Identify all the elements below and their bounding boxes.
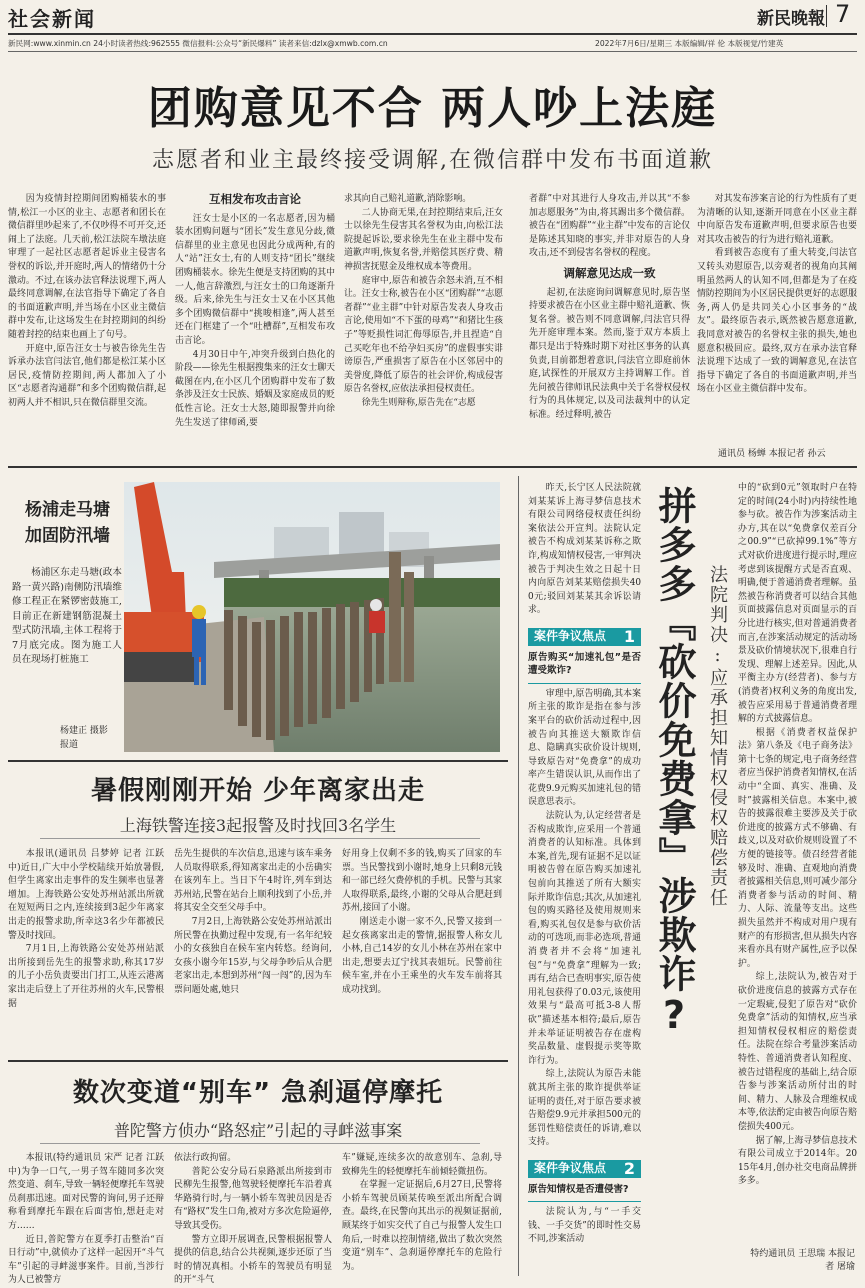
section-heading: 互相发布攻击言论 [209, 192, 301, 206]
story2-headline: 暑假刚刚开始 少年离家出走 [90, 776, 426, 806]
construction-photo [124, 482, 500, 752]
section-heading: 调解意见达成一致 [563, 265, 656, 280]
main-subhead: 志愿者和业主最终接受调解,在微信群中发布书面道歉 [152, 148, 713, 173]
story3-headline: 数次变道“别车” 急刹逼停摩托 [72, 1078, 444, 1108]
photo-title: 杨浦走马塘 加固防汛墙 [25, 500, 110, 546]
masthead-info-left: 新民网:www.xinmin.cn 24小时读者热线:962555 微信报料:公众号“新民爆料” 读者来信:dzlx@xmwb.com.cn [8, 39, 388, 48]
focus-tag-2: 案件争议焦点 2 [528, 1160, 641, 1178]
photographer: 杨建正 摄影报道 [60, 726, 108, 750]
paper-logo: 新民晚報 [757, 9, 825, 29]
story4-col-1: 昨天,长宁区人民法院就刘某某诉上海寻梦信息技术有限公司网络侵权责任纠纷案依法公开宣判。法院认定被告不构成刘某某诉称之欺诈,构成知情权侵害,一审判决被告于判决生效之日起十日内向原告刘某某赔偿损失400元;驳回刘某某其余诉讼请求。 案件争议焦点 1 原告购买“加速礼包”是否遭受欺诈? 审理中,原告明确,其本案所主张的欺诈是指在参与涉案平台的砍价活动过程中,因被告向其推送大额欺诈信息、隐瞒真实砍价设计规则,导致原告对“免费拿”的成功率产生错误认识,从而作出了花费9.9元购买加速礼包的错误意思表示。 法院认为,认定经营者是否构成欺诈,应采用一个普通消费者的认知标准。具体到本案,首先,现有证据不足以证明被告曾在原告购买加速礼包前向其推送了所有大额实际并欺诈信息;其次,从加速礼包的购买路径及使用规则来看,购买礼包仅是参与砍价活动的可选项,而非必选项,普通消费者并不会将“加速礼包”与“免费拿”理解为一致;再有,结合已查明事实,原告使用礼包获得了0.03元,该使用效果与“最高可抵3-8人帮砍”描述基本相符;最后,原告并未举证证明被告存在虚构奖品数量、虚假提示奖等欺诈行为。 综上,法院认为原告未能就其所主张的欺诈提供举证证明的责任,对于原告要求被告赔偿9.9元并承担500元的惩罚性赔偿责任的诉请,难以支持。 案件争议焦点 2 原告知情权是否遭侵害? 法院认为,与“一手交钱、一手交货”的即时性交易不同,涉案活动 [528, 483, 641, 1245]
byline: 通讯员 杨蝉 本报记者 孙云 [718, 449, 826, 459]
story2-col-2: 岳先生提供的车次信息,迅速与该车乘务人员取得联系,得知离家出走的小岳确实在该列车上。当日下午4时许,列车到达苏州站,民警在站台上顺利找到了小岳,并将其安全交至父母手中。 7月2日,上海铁路公安处苏州站派出所民警在执勤过程中发现,有一名年纪较小的女孩独自在候车室内转悠。经询问,女孩小谢今年15岁,与父母争吵后从合肥老家出走,本想到苏州“闯一闯”的,因为车票问题处處,她只 [174, 849, 332, 995]
main-col-5: 对其发布涉案言论的行为性质有了更为清晰的认知,逐渐开同意在小区业主群中向原告发布道歉声明,但要求原告也要对其攻击被告的行为进行赔礼道歉。 看到被告态度有了重大转变,闫法官又转头劝慰原告,以旁观者的视角向其阐明虽然两人的认知不同,但都是为了在疫情防控期间为小区居民提供更好的志愿服务,两人仍是共同关心小区事务的“战友”。最终原告表示,既然被告愿意道歉,我同意对被告的名誉权主张的损失,她也愿意积极回应。最终,双方在承办法官释法说理下达成了一致的调解意见,在法官指导下确定了各自的书面道歉声明,并当场在小区业主微信群中发布。 [697, 194, 857, 395]
story3-col-1: 本报讯(特约通讯员 宋严 记者 江跃中)为争一口气,一男子驾车随同多次突然变道、刹车,导致一辆轻便摩托车驾驶员刹那迅速。面对民警的询问,男子还辩称看到摩托车跟在后面害怕,想赶走对方…… 近日,普陀警方在夏季打击整治“百日行动”中,就侦办了这样一起因开“斗气车”引起的寻衅滋事案件。目前,当涉行为人已被警方 [8, 1153, 164, 1286]
main-headline: 团购意见不合 两人吵上法庭 [147, 83, 718, 134]
story3-subhead: 普陀警方侦办“路怒症”引起的寻衅滋事案 [113, 1121, 403, 1140]
story4-vertical-subhead: 法院判决:应承担知情权侵权赔偿责任 [707, 565, 728, 908]
story3-col-2: 依法行政拘留。 普陀公安分局石泉路派出所接到市民柳先生报警,他驾驶轻便摩托车沿着真华路骑行时,与一辆小轿车驾驶员因是否有“路权”发生口角,被对方多次危险逼停,导致其受伤。 警方立即开展调查,民警根据报警人提供的信息,结合公共视频,逐步还原了当时的情况真相。小轿车的驾驶员有明显的开“斗气 [174, 1153, 332, 1286]
masthead-info-right: 2022年7月6日/星期三 本版编辑/祥 伦 本版视觉/竹建英 [595, 39, 784, 48]
main-col-4: 者群”中对其进行人身攻击,并以其“不参加志愿服务”为由,将其踢出多个微信群。被告在“团购群”“业主群”中发布的言论仅是陈述其知晓的事实,并非对原告的人身攻击,还不到侵害名誉权的程度。 调解意见达成一致 起初,在法庭询问调解意见时,原告坚持要求被告在小区业主群中赔礼道歉、恢复名誉。被告则不同意调解,闫法官只得先开庭审理本案。然而,鉴于双方本质上都只是出于特殊时期下对社区事务的认真负责,目前都想着意识,闫法官立即庭前休庭,试探性的开展双方主持调解工作。首先问被告律师讯民法典中关于名誉权侵权行为的具体规定,以及司法裁判中的认定标准。经过释明,被告 [529, 194, 690, 420]
main-col-2: 互相发布攻击言论 汪女士是小区的一名志愿者,因为桶装水团购问题与“团长”发生意见分歧,微信群里的业主意见也因此分成两种,有的人“站”汪女士,有的人则支持“团长”继续团购桶装水。徐先生便是支持团购的其中一人,他言辞激烈,与汪女士的口角逐渐升级。后来,徐先生与汪女士又在小区其他多个团购微信群中“挑唆相逢”,两人甚至还在门框建了一个“吐槽群”,互相发布攻击言论。 4月30日中午,冲突升级到白热化的阶段——徐先生根据搜集来的汪女士聊天截图在内,在小区几个团购群中发布了数条涉及汪女士民族、婚姻及家庭成员的贬低性言论。汪女士大怒,随即报警并向徐先生发送了律师函,要 [175, 192, 335, 428]
story4-vertical-headline: 拼多多『砍价免费拿』涉欺诈? [652, 486, 696, 1038]
story4-col-3: 中的“砍到0元”领取时户在特定的时间(24小时)内持续性地参与砍。被告作为涉案活动主办方,其在以“免费拿仅差百分之00.9”“已砍掉99.1%”等方式对砍价进度进行提示时,理应考虑到该提醒方式是否直观、明确,便于普通消费者理解。虽然被告称消费者可以结合其他页面披露信息对页面显示的百分比进行核实,但对普通消费者而言,在涉案活动规定的活动场景及砍价情境状况下,很难自行发现、理解上述差异。因此,从平衡主办方(经营者)、参与方(消费者)权利义务的角度出发,被告应采用易于普通消费者理解的方式披露信息。 根据《消费者权益保护法》第八条及《电子商务法》第十七条的规定,电子商务经营者应当保护消费者知情权,在活动中“全面、真实、准确、及时”披露相关信息。本案中,被告的披露很难主要涉及关于砍价进度的披露方式不够确、有歧义,以及对砍价规则设置了不方便的链接等。债召经营者能够及时、准确、直观地向消费者披露相关信息,则可减少部分消费者参与活动的时间、精力、人际、流量等支出。这些损失虽然并不构成对用户现有财产的有形损害,但从损失内容来看亦具有财产属性,应予以保护。 综上,法院认为,被告对于砍价进度信息的披露方式存在一定瑕疵,侵犯了原告对“砍价免费拿”活动的知情权,应当承担知情权侵权相应的赔偿责任。法院在综合考量涉案活动特性、普通消费者认知程度、被告过错程度的基础上,结合原告参与涉案活动所付出的时间、精力、人脉及合理维权成本等,依法酌定由被告向原告赔偿损失400元。 据了解,上海寻梦信息技术有限公司成立于2014年。2015年4月,创办社交电商品牌拼多多。 [738, 483, 857, 1187]
main-col-3: 求其向自己赔礼道歉,消除影响。 二人协商无果,在封控期结束后,汪女士以徐先生侵害其名誉权为由,向松江法院提起诉讼,要求徐先生在业主群中发布道歉声明,恢复名誉,并赔偿其医疗费、精神损害抚慰金及维权成本等费用。 庭审中,原告和被告余怒未消,互不相让。汪女士称,被告在小区“团购群”“志愿者群”“业主群”中针对原告发表人身攻击言论,使用如“不下蛋的母鸡”“和猪比生孩子”等贬损性词汇侮辱原告,并且捏造“自己买吃年也不给孕妇买房”的虚假事实诽谤原告,严重损害了原告在小区邻居中的美誉度,降低了原告的社会评价,构成侵害原告名誉权,应依法承担侵权责任。 徐先生则辩称,原告先在“志愿 [344, 194, 503, 408]
main-col-1: 因为疫情封控期间团购桶装水的事情,松江一小区的业主、志愿者和团长在微信群里吵起来了,不仅吵得不可开交,还闹上了法庭。几天前,松江法院车墩法庭审理了一起社区志愿者起诉业主侵害名誉权的诉讼,并开庭时,两人的情绪仍十分激动。不过,在该办法官释法说理下,两人最终同意调解,在法官指导下确定了各自的书面道歉声明,并当场在小区业主微信群中发布,让这场发生在封控期间的纠纷随着封控的结束也画上了句号。 开庭中,原告汪女士与被告徐先生告诉承办法官闫法官,他们都是松江某小区居民,疫情防控期间,两人都加入了小区“志愿者沟通群”和多个团购微信群,起初两人并不相识,只在微信群里交流。 [8, 194, 166, 408]
page-number: 7 [835, 0, 851, 28]
focus-question-2: 原告知情权是否遭侵害? [528, 1183, 629, 1195]
story2-col-1: 本报讯(通讯员 吕梦婷 记者 江跃中)近日,广大中小学校陆续开始放暑假,但学生离家出走事件的发生频率也显著增加。上海铁路公安处苏州站派出所就在短短两日之内,连续接到3起少年离家出走的报警求助,所幸这3名少年都被民警及时找回。 7月1日,上海铁路公安处苏州站派出所接到岳先生的报警求助,称其17岁的儿子小岳负责要出门打工,从连云港离家出走后登上了开往苏州的火车,民警根据 [8, 849, 164, 1009]
story2-subhead: 上海铁警连接3起报警及时找回3名学生 [119, 816, 397, 835]
section-title: 社会新闻 [8, 7, 96, 31]
story3-col-3: 车”嫌疑,连续多次的故意别车、急刹,导致柳先生的轻便摩托车前倾轻微扭伤。 在掌握一定证据后,6月27日,民警将小轿车驾驶员顾某传唤至派出所配合调查。最终,在民警向其出示的视频证据前,顾某终于如实交代了自己与报警人发生口角后,一时难以控制情绪,做出了数次突然变道“别车”、急刹逼停摩托车的危险行为。 [342, 1153, 502, 1272]
story2-col-3: 好用身上仅剩不多的钱,购买了回家的车票。当民警找到小谢时,她身上只剩8元钱和一部已经欠费停机的手机。民警与其家人取得联系,最终,小谢的父母从合肥赶到苏州,接回了小谢。 刚送走小谢一家不久,民警又接到一起女孩离家出走的警情,据报警人称女儿小林,自己14岁的女儿小林在苏州在家中出走,想要去辽宁找其表姐玩。民警前往候车室,并在小王乘坐的火车发车前将其成功找到。 [342, 849, 502, 995]
focus-tag-1: 案件争议焦点 1 [528, 628, 641, 646]
photo-caption: 杨浦区东走马塘(政本路一黄兴路)南侧防汛墙维修工程正在紧锣密鼓施工,目前正在新建钢筋混凝土型式防汛墙,主体工程将于7月底完成。图为施工人员在现场打桩施工 [12, 567, 122, 665]
story4-byline: 特约通讯员 王思瑞 本报记者 屠瑜 [750, 1249, 855, 1272]
focus-question-1: 原告购买“加速礼包”是否遭受欺诈? [528, 651, 641, 677]
